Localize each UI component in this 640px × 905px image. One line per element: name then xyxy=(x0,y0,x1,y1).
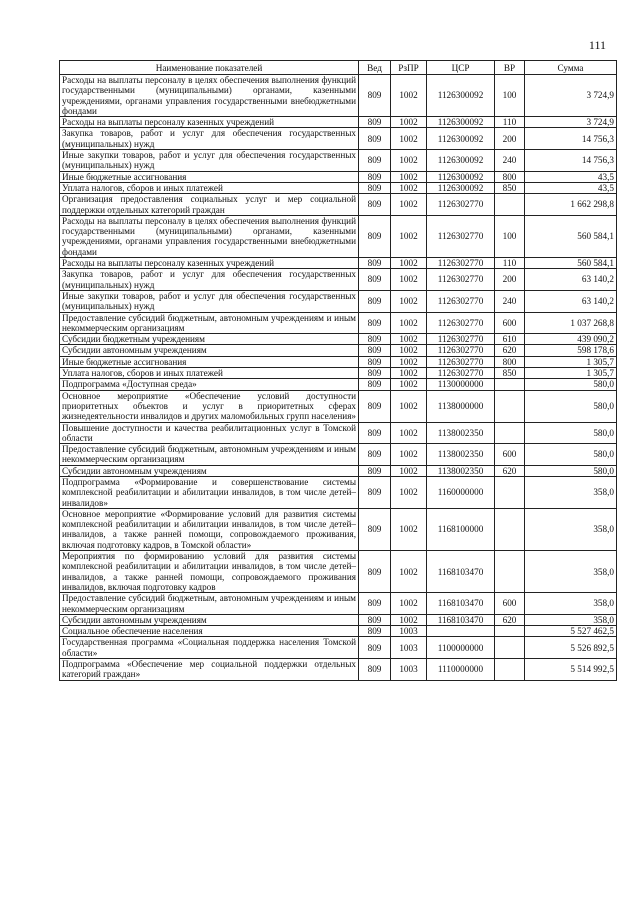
row-rzpr: 1002 xyxy=(391,593,427,615)
row-vr: 610 xyxy=(495,334,525,345)
table-row xyxy=(60,551,617,593)
row-vr xyxy=(495,551,525,593)
row-name: Закупка товаров, работ и услуг для обеспечения государственных (муниципальных) нужд xyxy=(60,269,359,291)
row-sum: 580,0 xyxy=(525,465,617,476)
row-sum: 1 037 268,8 xyxy=(525,312,617,334)
row-name: Иные бюджетные ассигнования xyxy=(60,171,359,182)
table-row xyxy=(60,128,617,150)
row-rzpr: 1002 xyxy=(391,171,427,182)
row-vr xyxy=(495,476,525,508)
row-name: Подпрограмма «Формирование и совершенствование системы комплексной реабилитации и абилитации инвалидов, в том числе детей–инвалидов» xyxy=(60,476,359,508)
row-csr: 1126302770 xyxy=(427,368,495,379)
header-rzpr: РзПР xyxy=(391,61,427,75)
row-ved: 809 xyxy=(359,312,391,334)
row-ved: 809 xyxy=(359,150,391,172)
table-row xyxy=(60,508,617,550)
row-sum: 1 662 298,8 xyxy=(525,194,617,216)
row-csr: 1126300092 xyxy=(427,128,495,150)
row-rzpr: 1002 xyxy=(391,379,427,390)
table-row xyxy=(60,465,617,476)
row-name: Субсидии автономным учреждениям xyxy=(60,465,359,476)
row-rzpr: 1002 xyxy=(391,128,427,150)
row-ved: 809 xyxy=(359,551,391,593)
row-sum: 358,0 xyxy=(525,508,617,550)
table-row xyxy=(60,659,617,681)
table-row xyxy=(60,444,617,466)
table-row xyxy=(60,368,617,379)
row-csr: 1138002350 xyxy=(427,444,495,466)
row-sum: 5 527 462,5 xyxy=(525,626,617,637)
row-name: Основное мероприятие «Обеспечение условий доступности приоритетных объектов и услуг в приоритетных сферах жизнедеятельности инвалидов и других маломобильных групп населения» xyxy=(60,390,359,422)
row-name: Расходы на выплаты персоналу в целях обеспечения выполнения функций государственными (муниципальными) органами, казенными учреждениями, органами управления государственными внебюджетными фондами xyxy=(60,215,359,257)
row-sum: 63 140,2 xyxy=(525,290,617,312)
row-vr xyxy=(495,659,525,681)
row-name: Организация предоставления социальных услуг и мер социальной поддержки отдельных категорий граждан xyxy=(60,194,359,216)
row-rzpr: 1002 xyxy=(391,194,427,216)
row-csr: 1138000000 xyxy=(427,390,495,422)
row-vr xyxy=(495,422,525,444)
row-csr: 1126300092 xyxy=(427,182,495,193)
row-ved: 809 xyxy=(359,194,391,216)
row-sum: 580,0 xyxy=(525,390,617,422)
row-rzpr: 1002 xyxy=(391,117,427,128)
row-vr: 850 xyxy=(495,182,525,193)
row-csr: 1126302770 xyxy=(427,334,495,345)
row-ved: 809 xyxy=(359,659,391,681)
row-sum: 439 090,2 xyxy=(525,334,617,345)
row-ved: 809 xyxy=(359,290,391,312)
row-rzpr: 1002 xyxy=(391,215,427,257)
row-rzpr: 1002 xyxy=(391,508,427,550)
row-csr: 1168103470 xyxy=(427,614,495,625)
table-row xyxy=(60,614,617,625)
table-row xyxy=(60,171,617,182)
table-row xyxy=(60,626,617,637)
row-sum: 1 305,7 xyxy=(525,368,617,379)
row-rzpr: 1002 xyxy=(391,150,427,172)
row-sum: 580,0 xyxy=(525,379,617,390)
row-vr: 800 xyxy=(495,171,525,182)
table-row xyxy=(60,379,617,390)
row-ved: 809 xyxy=(359,476,391,508)
row-sum: 43,5 xyxy=(525,171,617,182)
row-rzpr: 1002 xyxy=(391,422,427,444)
table-row xyxy=(60,593,617,615)
row-rzpr: 1002 xyxy=(391,334,427,345)
row-vr xyxy=(495,194,525,216)
row-rzpr: 1003 xyxy=(391,626,427,637)
row-sum: 43,5 xyxy=(525,182,617,193)
header-name: Наименование показателей xyxy=(60,61,359,75)
row-vr: 800 xyxy=(495,356,525,367)
table-row xyxy=(60,194,617,216)
row-rzpr: 1002 xyxy=(391,345,427,356)
row-csr: 1126302770 xyxy=(427,258,495,269)
row-ved: 809 xyxy=(359,508,391,550)
table-row xyxy=(60,312,617,334)
row-name: Иные закупки товаров, работ и услуг для обеспечения государственных (муниципальных) нужд xyxy=(60,150,359,172)
row-rzpr: 1002 xyxy=(391,390,427,422)
row-sum: 5 514 992,5 xyxy=(525,659,617,681)
row-rzpr: 1002 xyxy=(391,258,427,269)
row-csr: 1126300092 xyxy=(427,75,495,117)
row-sum: 358,0 xyxy=(525,614,617,625)
row-vr: 600 xyxy=(495,312,525,334)
row-sum: 358,0 xyxy=(525,476,617,508)
header-csr: ЦСР xyxy=(427,61,495,75)
row-name: Расходы на выплаты персоналу в целях обеспечения выполнения функций государственными (муниципальными) органами, казенными учреждениями, органами управления государственными внебюджетными фондами xyxy=(60,75,359,117)
row-ved: 809 xyxy=(359,390,391,422)
row-csr: 1100000000 xyxy=(427,637,495,659)
table-row xyxy=(60,476,617,508)
header-vr: ВР xyxy=(495,61,525,75)
row-csr: 1126302770 xyxy=(427,356,495,367)
row-vr: 600 xyxy=(495,444,525,466)
row-name: Государственная программа «Социальная поддержка населения Томской области» xyxy=(60,637,359,659)
row-csr: 1138002350 xyxy=(427,465,495,476)
row-ved: 809 xyxy=(359,444,391,466)
row-name: Закупка товаров, работ и услуг для обеспечения государственных (муниципальных) нужд xyxy=(60,128,359,150)
row-ved: 809 xyxy=(359,215,391,257)
row-rzpr: 1002 xyxy=(391,551,427,593)
row-rzpr: 1002 xyxy=(391,465,427,476)
row-name: Мероприятия по формированию условий для развития системы комплексной реабилитации и абилитации инвалидов, в том числе детей–инвалидов, а также ранней помощи, сопровождаемого проживания инвалидов, включая подготовку кадров xyxy=(60,551,359,593)
table-row xyxy=(60,422,617,444)
row-ved: 809 xyxy=(359,117,391,128)
row-vr: 620 xyxy=(495,465,525,476)
row-csr: 1168100000 xyxy=(427,508,495,550)
row-name: Расходы на выплаты персоналу казенных учреждений xyxy=(60,258,359,269)
row-name: Подпрограмма «Обеспечение мер социальной поддержки отдельных категорий граждан» xyxy=(60,659,359,681)
row-sum: 3 724,9 xyxy=(525,117,617,128)
row-sum: 358,0 xyxy=(525,551,617,593)
row-csr xyxy=(427,626,495,637)
row-name: Субсидии автономным учреждениям xyxy=(60,614,359,625)
row-csr: 1126300092 xyxy=(427,117,495,128)
row-rzpr: 1002 xyxy=(391,476,427,508)
row-rzpr: 1002 xyxy=(391,290,427,312)
row-sum: 5 526 892,5 xyxy=(525,637,617,659)
row-sum: 580,0 xyxy=(525,444,617,466)
row-vr: 110 xyxy=(495,258,525,269)
row-vr: 100 xyxy=(495,75,525,117)
row-name: Повышение доступности и качества реабилитационных услуг в Томской области xyxy=(60,422,359,444)
row-name: Субсидии бюджетным учреждениям xyxy=(60,334,359,345)
row-csr: 1126302770 xyxy=(427,345,495,356)
row-name: Уплата налогов, сборов и иных платежей xyxy=(60,182,359,193)
row-csr: 1138002350 xyxy=(427,422,495,444)
table-row xyxy=(60,390,617,422)
row-ved: 809 xyxy=(359,128,391,150)
row-vr: 850 xyxy=(495,368,525,379)
row-rzpr: 1002 xyxy=(391,182,427,193)
row-sum: 14 756,3 xyxy=(525,128,617,150)
row-csr: 1126300092 xyxy=(427,171,495,182)
row-ved: 809 xyxy=(359,379,391,390)
row-sum: 598 178,6 xyxy=(525,345,617,356)
table-row xyxy=(60,269,617,291)
table-row xyxy=(60,334,617,345)
row-vr xyxy=(495,379,525,390)
row-vr: 100 xyxy=(495,215,525,257)
row-csr: 1126302770 xyxy=(427,269,495,291)
table-row xyxy=(60,182,617,193)
row-csr: 1168103470 xyxy=(427,551,495,593)
row-sum: 1 305,7 xyxy=(525,356,617,367)
row-csr: 1126302770 xyxy=(427,194,495,216)
row-vr: 620 xyxy=(495,614,525,625)
row-csr: 1110000000 xyxy=(427,659,495,681)
row-ved: 809 xyxy=(359,269,391,291)
row-sum: 358,0 xyxy=(525,593,617,615)
row-rzpr: 1002 xyxy=(391,368,427,379)
row-sum: 14 756,3 xyxy=(525,150,617,172)
row-ved: 809 xyxy=(359,626,391,637)
row-name: Уплата налогов, сборов и иных платежей xyxy=(60,368,359,379)
row-sum: 560 584,1 xyxy=(525,215,617,257)
row-rzpr: 1002 xyxy=(391,614,427,625)
row-csr: 1160000000 xyxy=(427,476,495,508)
row-rzpr: 1002 xyxy=(391,356,427,367)
row-vr: 200 xyxy=(495,128,525,150)
row-rzpr: 1003 xyxy=(391,659,427,681)
row-sum: 3 724,9 xyxy=(525,75,617,117)
page-number: 111 xyxy=(588,38,606,52)
row-vr xyxy=(495,390,525,422)
row-name: Социальное обеспечение населения xyxy=(60,626,359,637)
row-vr: 600 xyxy=(495,593,525,615)
row-vr xyxy=(495,637,525,659)
row-rzpr: 1002 xyxy=(391,75,427,117)
table-row xyxy=(60,150,617,172)
row-csr: 1126302770 xyxy=(427,215,495,257)
row-csr: 1126302770 xyxy=(427,290,495,312)
row-sum: 560 584,1 xyxy=(525,258,617,269)
row-sum: 580,0 xyxy=(525,422,617,444)
row-name: Предоставление субсидий бюджетным, автономным учреждениям и иным некоммерческим организациям xyxy=(60,444,359,466)
row-ved: 809 xyxy=(359,422,391,444)
row-csr: 1130000000 xyxy=(427,379,495,390)
row-name: Предоставление субсидий бюджетным, автономным учреждениям и иным некоммерческим организациям xyxy=(60,593,359,615)
row-name: Основное мероприятие «Формирование условий для развития системы комплексной реабилитации и абилитации инвалидов, в том числе детей–инвалидов, а также ранней помощи, сопровождаемого проживания, включая подготовку кадров, в Томской области» xyxy=(60,508,359,550)
row-ved: 809 xyxy=(359,368,391,379)
table-row xyxy=(60,345,617,356)
row-name: Подпрограмма «Доступная среда» xyxy=(60,379,359,390)
row-vr: 110 xyxy=(495,117,525,128)
row-csr: 1168103470 xyxy=(427,593,495,615)
row-name: Субсидии автономным учреждениям xyxy=(60,345,359,356)
row-sum: 63 140,2 xyxy=(525,269,617,291)
row-ved: 809 xyxy=(359,637,391,659)
row-vr: 240 xyxy=(495,150,525,172)
row-vr: 200 xyxy=(495,269,525,291)
table-header-row xyxy=(60,61,617,75)
row-vr xyxy=(495,626,525,637)
row-ved: 809 xyxy=(359,465,391,476)
row-name: Иные бюджетные ассигнования xyxy=(60,356,359,367)
table-row xyxy=(60,356,617,367)
row-csr: 1126300092 xyxy=(427,150,495,172)
row-ved: 809 xyxy=(359,614,391,625)
row-name: Расходы на выплаты персоналу казенных учреждений xyxy=(60,117,359,128)
table-row xyxy=(60,75,617,117)
table-row xyxy=(60,637,617,659)
row-rzpr: 1002 xyxy=(391,269,427,291)
row-ved: 809 xyxy=(359,593,391,615)
row-ved: 809 xyxy=(359,75,391,117)
table-row xyxy=(60,215,617,257)
table-row xyxy=(60,290,617,312)
row-ved: 809 xyxy=(359,345,391,356)
row-ved: 809 xyxy=(359,356,391,367)
row-name: Предоставление субсидий бюджетным, автономным учреждениям и иным некоммерческим организациям xyxy=(60,312,359,334)
budget-table xyxy=(59,60,617,681)
row-vr xyxy=(495,508,525,550)
table-body xyxy=(60,75,617,681)
row-rzpr: 1002 xyxy=(391,444,427,466)
header-sum: Сумма xyxy=(525,61,617,75)
row-ved: 809 xyxy=(359,258,391,269)
row-csr: 1126302770 xyxy=(427,312,495,334)
row-ved: 809 xyxy=(359,334,391,345)
row-ved: 809 xyxy=(359,171,391,182)
row-vr: 240 xyxy=(495,290,525,312)
table-row xyxy=(60,117,617,128)
row-rzpr: 1002 xyxy=(391,312,427,334)
row-name: Иные закупки товаров, работ и услуг для обеспечения государственных (муниципальных) нужд xyxy=(60,290,359,312)
header-ved: Вед xyxy=(359,61,391,75)
table-row xyxy=(60,258,617,269)
row-ved: 809 xyxy=(359,182,391,193)
row-rzpr: 1003 xyxy=(391,637,427,659)
row-vr: 620 xyxy=(495,345,525,356)
